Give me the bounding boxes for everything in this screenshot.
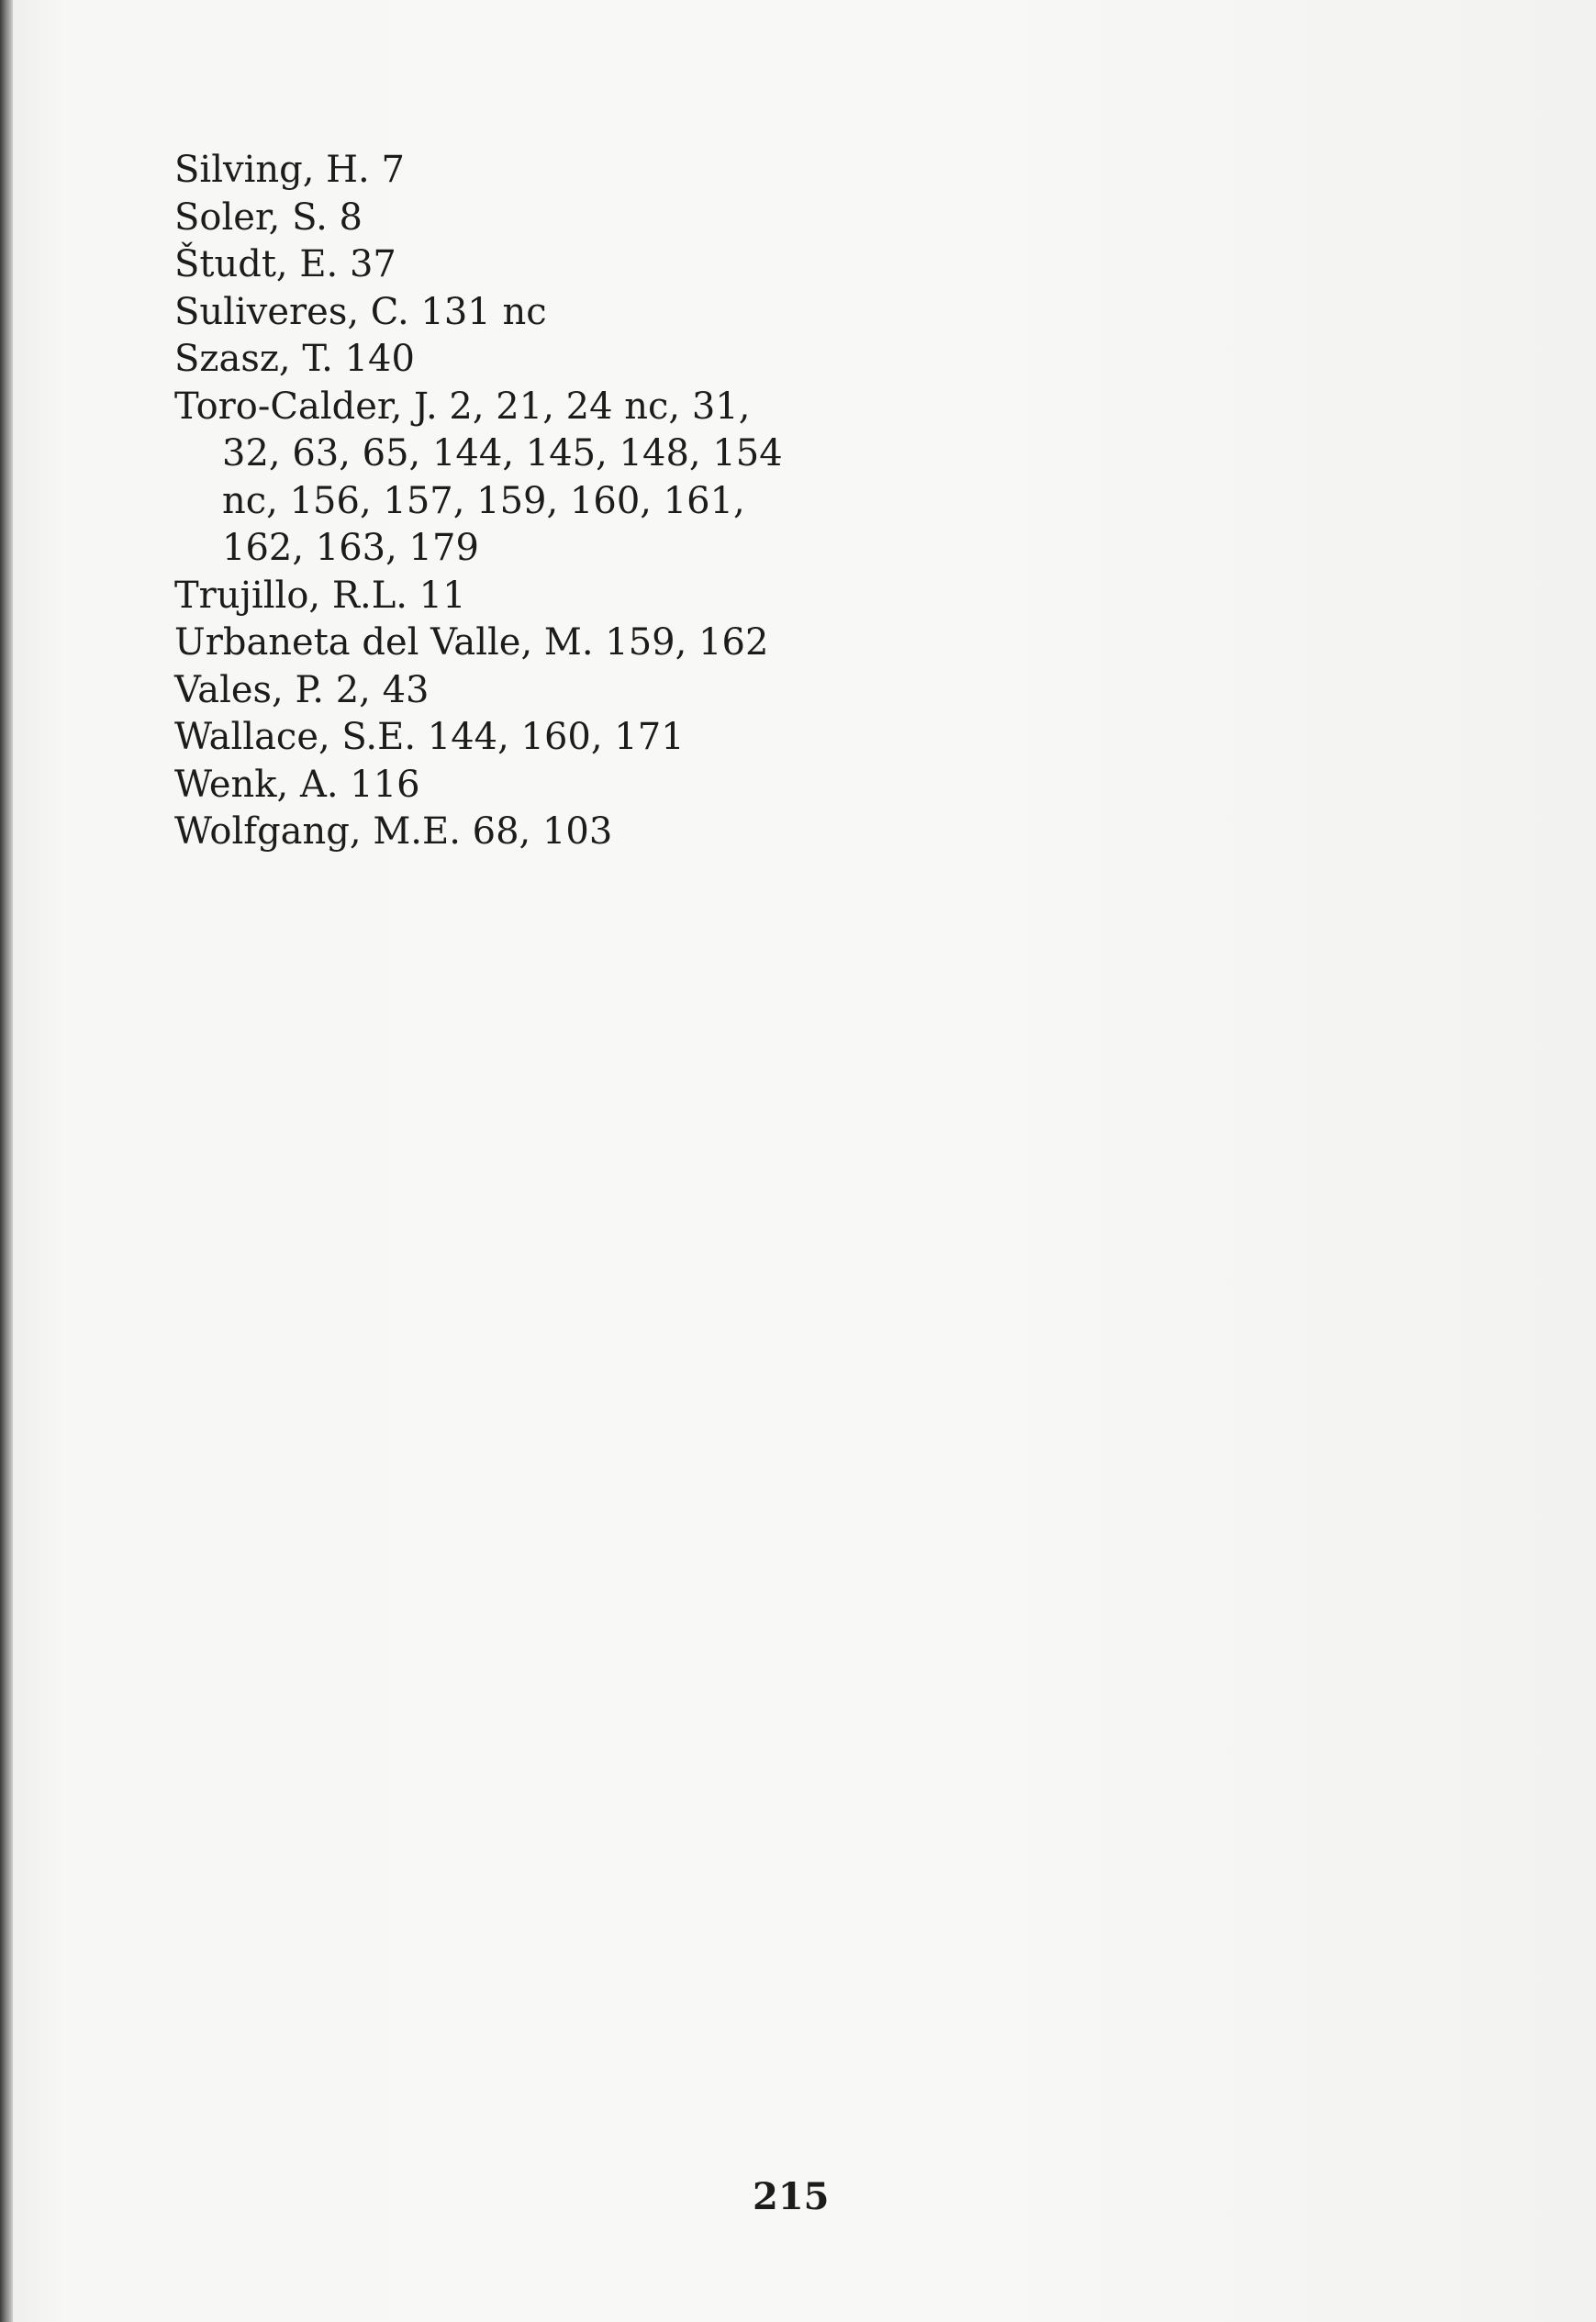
author-index-list bbox=[174, 147, 783, 856]
index-entry: Wallace, S.E. 144, 160, 171 bbox=[174, 716, 685, 758]
binding-edge bbox=[0, 0, 13, 2322]
index-entry: Vales, P. 2, 43 bbox=[174, 668, 430, 711]
index-entry: Toro-Calder, J. 2, 21, 24 nc, 31, 32, 63, 65, 144, 145, 148, 154 nc, 156, 157, 159, 160, 161, 162, 163, 179 bbox=[174, 385, 783, 569]
page-number: 215 bbox=[753, 2175, 830, 2218]
index-entry: Szasz, T. 140 bbox=[174, 338, 415, 380]
index-entry: Wenk, A. 116 bbox=[174, 763, 420, 806]
index-entry: Suliveres, C. 131 nc bbox=[174, 290, 547, 333]
index-entry: Wolfgang, M.E. 68, 103 bbox=[174, 810, 613, 853]
index-entry: Silving, H. 7 bbox=[174, 149, 405, 191]
index-entry: Soler, S. 8 bbox=[174, 195, 363, 239]
index-entry: Študt, E. 37 bbox=[174, 243, 396, 285]
index-entry: Urbaneta del Valle, M. 159, 162 bbox=[174, 621, 769, 664]
index-entry: Trujillo, R.L. 11 bbox=[174, 574, 466, 617]
